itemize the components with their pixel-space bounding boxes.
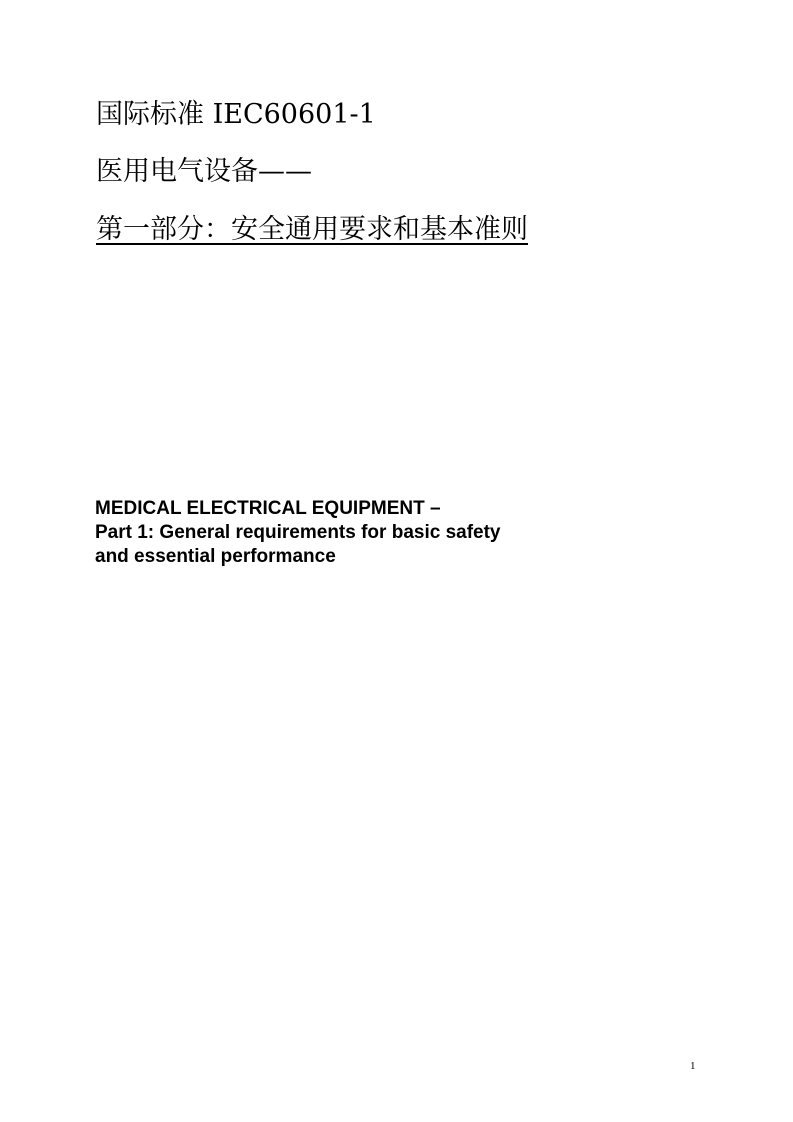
english-title-block	[95, 497, 501, 569]
cn-standard-title: 国际标准 IEC60601-1	[96, 99, 376, 130]
page-number: 1	[690, 1060, 696, 1072]
english-title-line-2: Part 1: General requirements for basic safety	[95, 522, 501, 543]
cn-subject-title: 医用电气设备——	[96, 156, 312, 187]
cn-part-title: 第一部分：安全通用要求和基本准则	[96, 214, 528, 245]
english-title-line-3: and essential performance	[95, 546, 336, 567]
english-title-line-1: MEDICAL ELECTRICAL EQUIPMENT –	[95, 498, 441, 519]
